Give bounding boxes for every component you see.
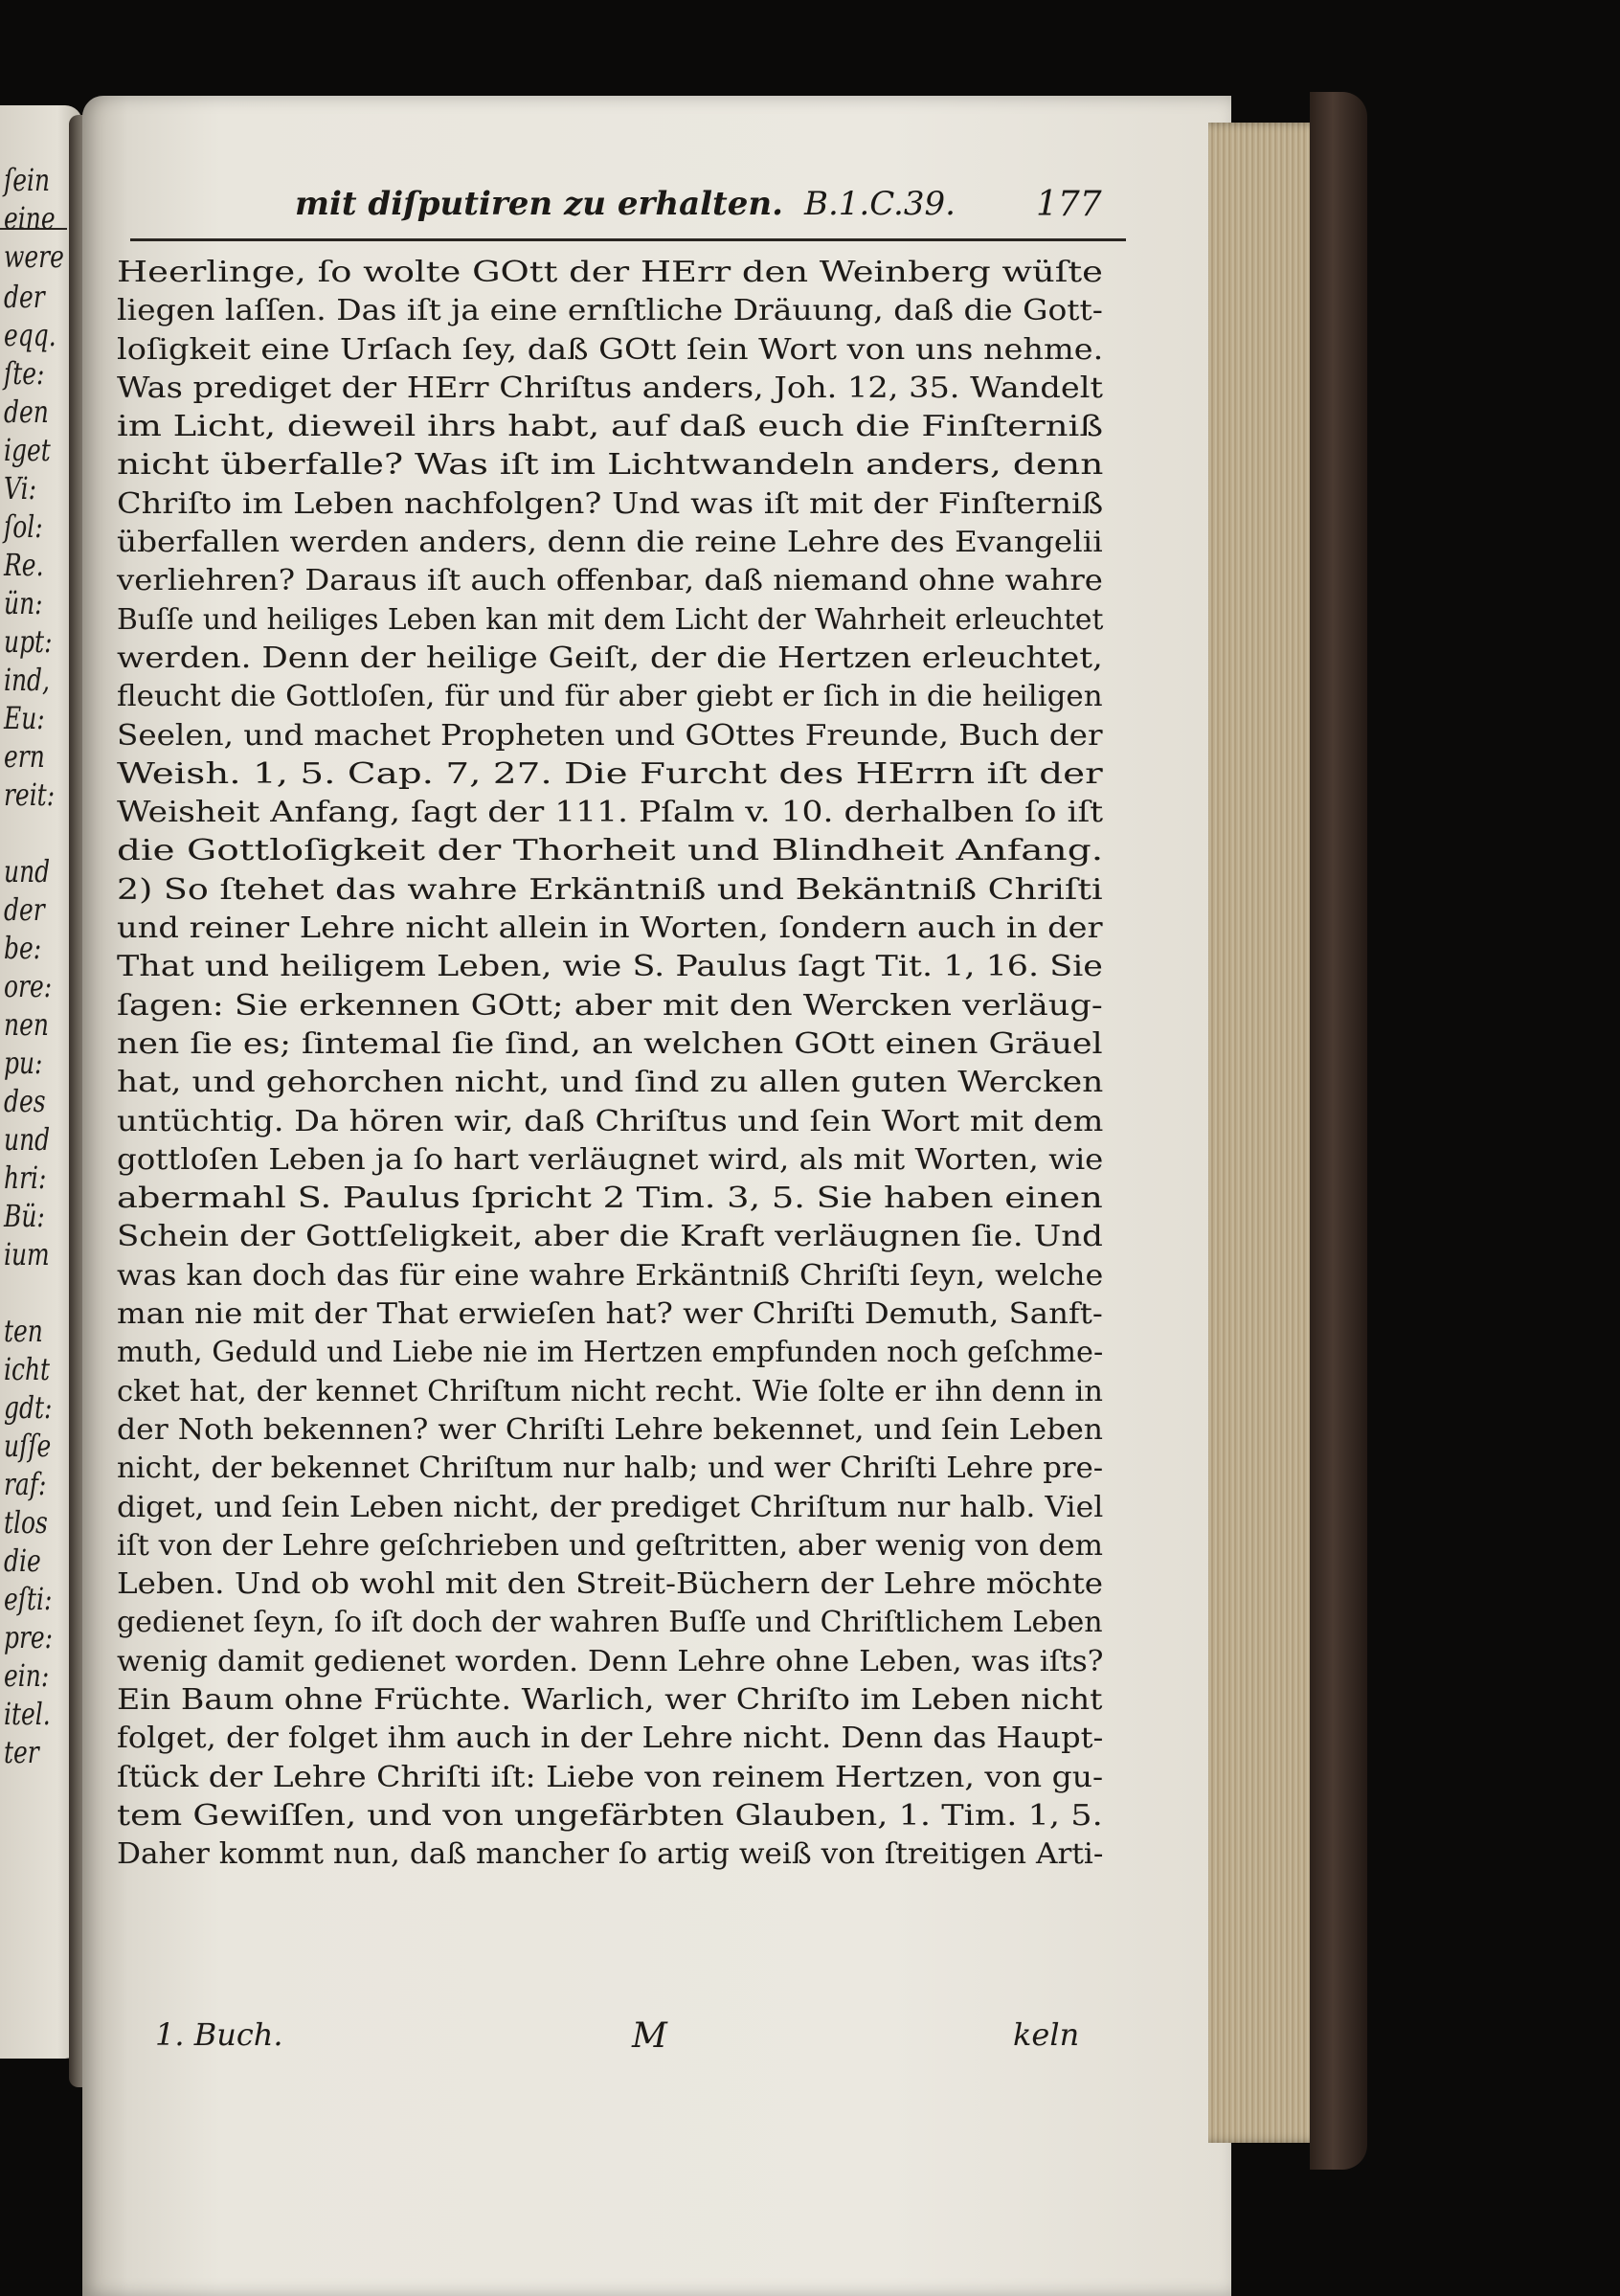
previous-page-fragment: hri:	[4, 1159, 47, 1196]
text-line-content: That und heiligem Leben, wie S. Paulus ſagt Tit. 1, 16. Sie	[117, 950, 1103, 984]
previous-page-fragment: Eu:	[4, 700, 45, 736]
text-line-content: untüchtig. Da hören wir, daß Chriſtus und ſein Wort mit dem	[117, 1104, 1104, 1138]
previous-page-fragment: pre:	[4, 1619, 54, 1655]
previous-page-fragment: des	[4, 1083, 46, 1119]
text-line	[117, 871, 1113, 910]
text-line-content: Daher kommt nun, daß mancher ſo artig weiß von ſtreitigen Arti-	[117, 1837, 1104, 1872]
text-line-content: muth, Geduld und Liebe nie im Hertzen empfunden noch geſchme-	[117, 1336, 1104, 1370]
text-line	[117, 1025, 1113, 1064]
previous-page-fragment: ſol:	[4, 508, 43, 545]
text-line-content: was kan doch das für eine wahre Erkäntniß Chriſti ſeyn, welche	[117, 1258, 1104, 1293]
previous-page-fragment: ium	[4, 1236, 50, 1272]
previous-page-fragment: icht	[4, 1351, 51, 1387]
text-line	[117, 1180, 1113, 1218]
previous-page-fragment: ün:	[4, 585, 43, 621]
text-line-content: liegen laſſen. Das iſt ja eine ernſtliche Dräuung, daß die Gott-	[117, 294, 1103, 328]
previous-page-fragment: gdt:	[4, 1389, 53, 1426]
previous-page-fragment: eine	[4, 200, 56, 236]
text-line-content: gedienet ſeyn, ſo iſt doch der wahren Buſſe und Chriſtlichem Leben	[117, 1606, 1103, 1640]
text-line-content: Schein der Gottſeligkeit, aber die Kraft verläugnen ſie. Und	[117, 1220, 1103, 1254]
previous-page-fragment: ein:	[4, 1657, 50, 1694]
text-line-content: 2) So ſtehet das wahre Erkäntniß und Bekäntniß Chriſti	[117, 872, 1103, 907]
text-line	[117, 1835, 1113, 1874]
text-line	[117, 1257, 1113, 1295]
text-line	[117, 292, 1113, 330]
previous-page-fragment: ore:	[4, 968, 53, 1004]
previous-page-fragment: ter	[4, 1734, 39, 1770]
text-line	[117, 408, 1113, 446]
text-line-content: verliehren? Daraus iſt auch offenbar, daß niemand ohne wahre	[117, 564, 1103, 598]
previous-page-fragment: ten	[4, 1313, 43, 1349]
text-line	[117, 1103, 1113, 1141]
text-line-content: überfallen werden anders, denn die reine Lehre des Evangelii	[117, 526, 1103, 560]
text-line	[117, 1450, 1113, 1488]
text-line-content: Was prediget der HErr Chriſtus anders, Joh. 12, 35. Wandelt	[117, 371, 1103, 405]
text-line-content: diget, und ſein Leben nicht, der prediget Chriſtum nur halb. Viel	[117, 1490, 1104, 1524]
previous-page-fragment: raf:	[4, 1466, 47, 1502]
text-line-content: Leben. Und ob wohl mit den Streit-Büchern der Lehre möchte	[117, 1567, 1104, 1602]
text-line-content: hat, und gehorchen nicht, und ſind zu allen guten Wercken	[117, 1066, 1104, 1100]
text-line	[117, 1565, 1113, 1604]
text-line	[117, 640, 1113, 678]
text-line	[117, 524, 1113, 562]
book-cover-edge	[1310, 92, 1367, 2170]
text-line	[117, 485, 1113, 524]
running-header	[115, 185, 1120, 242]
book-marker: 1. Buch.	[155, 2016, 283, 2053]
previous-page-fragment: eqq.	[4, 317, 56, 353]
text-line-content: und reiner Lehre nicht allein in Worten, ſondern auch in der	[117, 912, 1103, 946]
text-line	[117, 794, 1113, 832]
previous-page-fragment: be:	[4, 930, 42, 966]
text-line	[117, 1681, 1113, 1720]
text-line-content: der Noth bekennen? wer Chriſti Lehre bekennet, und ſein Leben	[117, 1412, 1104, 1447]
previous-page-fragment: tlos	[4, 1504, 48, 1541]
text-line	[117, 1218, 1113, 1256]
text-line-content: Chriſto im Leben nachfolgen? Und was iſt mit der Finſterniß	[117, 486, 1104, 521]
chapter-reference: B.1.C.39.	[804, 185, 956, 223]
text-line	[117, 1295, 1113, 1334]
previous-page-fragment: der	[4, 279, 45, 315]
text-line-content: ſtück der Lehre Chriſti iſt: Liebe von reinem Hertzen, von gu-	[117, 1760, 1104, 1794]
text-line	[117, 1797, 1113, 1835]
page-footer	[124, 2016, 1111, 2064]
text-line-content: abermahl S. Paulus ſpricht 2 Tim. 3, 5. Sie haben einen	[117, 1182, 1103, 1216]
text-line-content: Heerlinge, ſo wolte GOtt der HErr den Weinberg wüſte	[117, 256, 1104, 289]
text-line-content: tem Gewiſſen, und von ungefärbten Glauben, 1. Tim. 1, 5.	[117, 1798, 1103, 1833]
text-line-content: cket hat, der kennet Chriſtum nicht recht. Wie ſolte er ihn denn in	[117, 1374, 1104, 1408]
text-line	[117, 1643, 1113, 1681]
text-line	[117, 832, 1113, 870]
previous-page-fragment: upt:	[4, 623, 53, 660]
previous-page-fragment: itel.	[4, 1696, 51, 1732]
running-title: mit diſputiren zu erhalten.	[295, 185, 783, 223]
text-line	[117, 1334, 1113, 1372]
previous-page-fragment: der	[4, 891, 45, 928]
previous-page-fragment: Vi:	[4, 470, 36, 506]
text-line	[117, 370, 1113, 408]
text-line	[117, 446, 1113, 484]
previous-page-fragment: ſein	[4, 162, 51, 198]
text-line-content: Weisheit Anfang, ſagt der 111. Pſalm v. 10. derhalben ſo iſt	[117, 796, 1104, 830]
text-line	[117, 1064, 1113, 1102]
text-line	[117, 910, 1113, 948]
previous-page-fragment: reit:	[4, 777, 56, 813]
text-line-content: im Licht, dieweil ihrs habt, auf daß euch die Finſterniß	[117, 410, 1104, 444]
text-line-content: ſagen: Sie erkennen GOtt; aber mit den Wercken verläug-	[117, 988, 1103, 1023]
text-line	[117, 948, 1113, 986]
text-line-content: wenig damit gedienet worden. Denn Lehre ohne Leben, was iſts?	[117, 1644, 1104, 1678]
text-line-content: loſigkeit eine Urſach ſey, daß GOtt ſein Wort von uns nehme.	[117, 332, 1104, 367]
text-line	[117, 1527, 1113, 1565]
text-line	[117, 1604, 1113, 1642]
text-line-content: nicht überfalle? Was iſt im Lichtwandeln anders, denn	[117, 448, 1104, 483]
text-line	[117, 987, 1113, 1025]
previous-page-fragment: und	[4, 1121, 51, 1158]
text-line	[117, 254, 1113, 292]
text-line	[117, 717, 1113, 755]
text-line	[117, 1759, 1113, 1797]
text-line	[117, 678, 1113, 716]
previous-page-fragment: ern	[4, 738, 45, 775]
previous-page-fragment: ind,	[4, 662, 50, 698]
text-line-content: folget, der folget ihm auch in der Lehre nicht. Denn das Haupt-	[117, 1722, 1104, 1756]
page-body-text	[117, 254, 1113, 1874]
previous-page-fragment: pu:	[4, 1045, 43, 1081]
text-line-content: nen ſie es; ſintemal ſie ſind, an welchen GOtt einen Gräuel	[117, 1026, 1103, 1061]
text-line-content: iſt von der Lehre geſchrieben und geſtritten, aber wenig von dem	[117, 1528, 1104, 1563]
signature-mark: M	[632, 2016, 667, 2056]
text-line-content: werden. Denn der heilige Geiſt, der die Hertzen erleuchtet,	[117, 641, 1103, 675]
text-line	[117, 601, 1113, 640]
text-line	[117, 1411, 1113, 1450]
text-line	[117, 755, 1113, 794]
text-line-content: Seelen, und machet Propheten und GOttes Freunde, Buch der	[117, 718, 1103, 753]
header-rule	[130, 238, 1126, 241]
text-line	[117, 562, 1113, 600]
previous-page-fragment: den	[4, 394, 49, 430]
text-line-content: nicht, der bekennet Chriſtum nur halb; und wer Chriſti Lehre pre-	[117, 1452, 1104, 1486]
text-line-content: gottloſen Leben ja ſo hart verläugnet wird, als mit Worten, wie	[117, 1142, 1104, 1177]
previous-page-fragment: were	[4, 238, 64, 275]
text-line	[117, 331, 1113, 370]
previous-page-fragment: Bü:	[4, 1198, 45, 1234]
previous-page-fragment: uſſe	[4, 1428, 52, 1464]
text-line-content: fleucht die Gottloſen, für und für aber giebt er ſich in die heiligen	[117, 680, 1103, 714]
text-line	[117, 1489, 1113, 1527]
text-line-content: Ein Baum ohne Früchte. Warlich, wer Chriſto im Leben nicht	[117, 1682, 1103, 1717]
previous-page-fragment: nen	[4, 1006, 49, 1043]
text-line	[117, 1141, 1113, 1180]
page-number: 177	[1036, 185, 1102, 224]
text-line-content: Weish. 1, 5. Cap. 7, 27. Die Furcht des HErrn iſt der	[117, 756, 1103, 791]
previous-page-fragment: die	[4, 1542, 41, 1579]
previous-page-fragment: und	[4, 853, 51, 889]
text-line-content: die Gottloſigkeit der Thorheit und Blindheit Anfang.	[117, 834, 1104, 868]
catchword: keln	[1013, 2016, 1080, 2053]
previous-page-fragment: Re.	[4, 547, 44, 583]
previous-page-fragment: iget	[4, 432, 51, 468]
text-line-content: Buſſe und heiliges Leben kan mit dem Licht der Wahrheit erleuchtet	[117, 602, 1104, 637]
previous-page-fragment: eſti:	[4, 1581, 53, 1617]
page-fore-edge	[1208, 123, 1325, 2143]
text-line	[117, 1373, 1113, 1411]
text-line	[117, 1720, 1113, 1758]
text-line-content: man nie mit der That erwieſen hat? wer Chriſti Demuth, Sanft-	[117, 1297, 1103, 1332]
previous-page-fragment: ſte:	[4, 355, 45, 392]
